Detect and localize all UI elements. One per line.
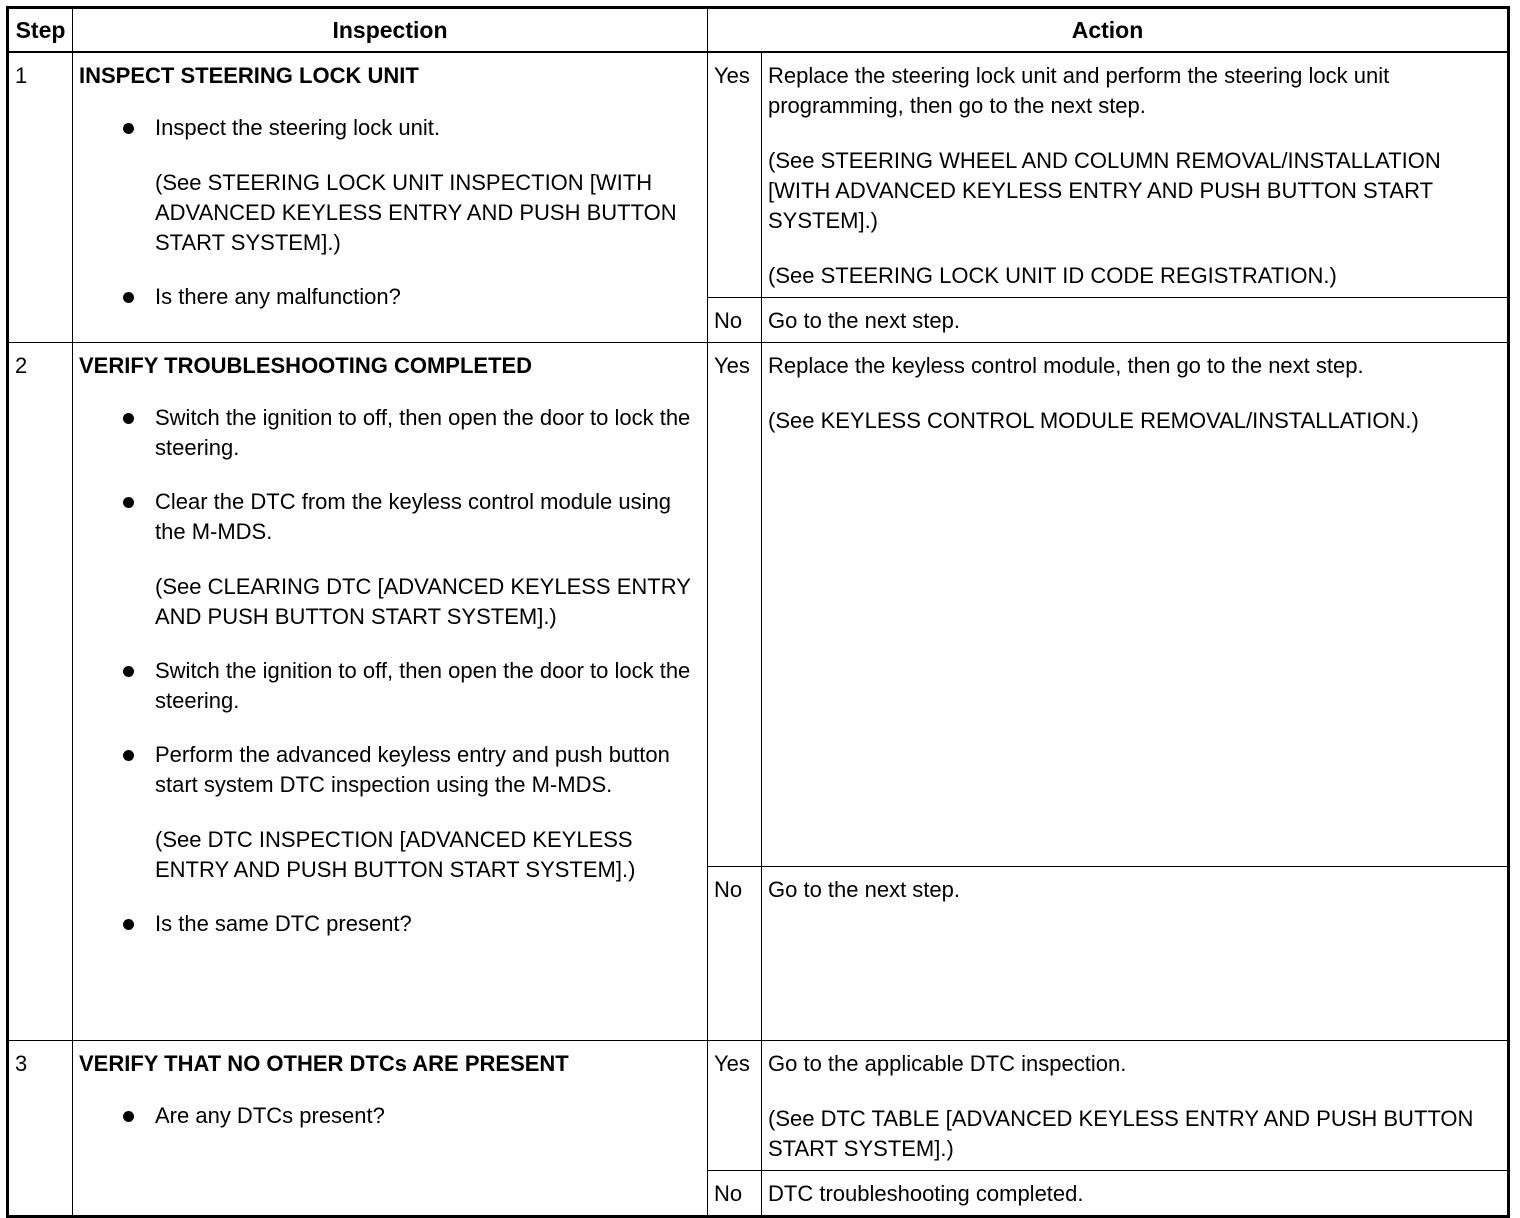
bullet-icon (123, 919, 134, 930)
bullet-text: Is the same DTC present? (155, 911, 412, 936)
bullet-text: Are any DTCs present? (155, 1103, 385, 1128)
action-text: Go to the next step. (768, 308, 961, 333)
reference-text: (See STEERING WHEEL AND COLUMN REMOVAL/INSTALLATION [WITH ADVANCED KEYLESS ENTRY AND PUSH BUTTON START SYSTEM].) (768, 148, 1441, 233)
yes-label: Yes (708, 1041, 762, 1171)
bullet-icon (123, 666, 134, 677)
bullet-icon (123, 413, 134, 424)
action-column-header: Action (708, 8, 1509, 53)
no-action-cell (762, 1171, 1509, 1217)
action-text: Go to the applicable DTC inspection. (768, 1051, 1127, 1076)
inspection-title: VERIFY THAT NO OTHER DTCs ARE PRESENT (79, 1051, 569, 1076)
inspection-title: INSPECT STEERING LOCK UNIT (79, 63, 419, 88)
bullet-item (119, 1101, 701, 1131)
no-label: No (708, 867, 762, 1041)
reference-text: (See KEYLESS CONTROL MODULE REMOVAL/INSTALLATION.) (768, 408, 1419, 433)
bullet-item (119, 487, 701, 632)
bullet-icon (123, 123, 134, 134)
inspection-column-header: Inspection (73, 8, 708, 53)
yes-action-cell (762, 1041, 1509, 1171)
step-2-yes-row (8, 343, 1509, 867)
bullet-item (119, 740, 701, 885)
no-label: No (708, 298, 762, 343)
bullet-item (119, 403, 701, 463)
step-3-yes-row (8, 1041, 1509, 1171)
bullet-text: Clear the DTC from the keyless control module using the M-MDS. (155, 489, 671, 544)
yes-action-cell (762, 52, 1509, 298)
bullet-text: Perform the advanced keyless entry and push button start system DTC inspection using the M-MDS. (155, 742, 670, 797)
bullet-text: Switch the ignition to off, then open the door to lock the steering. (155, 405, 691, 460)
reference-text: (See STEERING LOCK UNIT ID CODE REGISTRATION.) (768, 263, 1337, 288)
inspection-bullets (79, 1101, 701, 1131)
header-row (8, 8, 1509, 53)
step-column-header: Step (8, 8, 73, 53)
inspection-cell (73, 1041, 708, 1217)
action-text: Replace the keyless control module, then go to the next step. (768, 353, 1364, 378)
inspection-cell (73, 52, 708, 343)
yes-action-cell (762, 343, 1509, 867)
step-number: 1 (8, 52, 73, 343)
reference-text: (See STEERING LOCK UNIT INSPECTION [WITH ADVANCED KEYLESS ENTRY AND PUSH BUTTON START SYSTEM].) (155, 170, 677, 255)
bullet-text: Inspect the steering lock unit. (155, 115, 440, 140)
no-action-cell (762, 298, 1509, 343)
step-number: 2 (8, 343, 73, 1041)
bullet-item (119, 282, 701, 312)
bullet-item (119, 113, 701, 258)
action-text: Go to the next step. (768, 877, 961, 902)
reference-text: (See DTC INSPECTION [ADVANCED KEYLESS ENTRY AND PUSH BUTTON START SYSTEM].) (155, 827, 636, 882)
no-label: No (708, 1171, 762, 1217)
bullet-icon (123, 750, 134, 761)
bullet-item (119, 656, 701, 716)
no-action-cell (762, 867, 1509, 1041)
action-text: DTC troubleshooting completed. (768, 1181, 1084, 1206)
reference-text: (See DTC TABLE [ADVANCED KEYLESS ENTRY AND PUSH BUTTON START SYSTEM].) (768, 1106, 1474, 1161)
step-number: 3 (8, 1041, 73, 1217)
bullet-text: Switch the ignition to off, then open the door to lock the steering. (155, 658, 691, 713)
bullet-icon (123, 497, 134, 508)
bullet-item (119, 909, 701, 939)
inspection-title: VERIFY TROUBLESHOOTING COMPLETED (79, 353, 533, 378)
bullet-icon (123, 292, 134, 303)
inspection-cell (73, 343, 708, 1041)
yes-label: Yes (708, 343, 762, 867)
bullet-text: Is there any malfunction? (155, 284, 401, 309)
step-1-yes-row (8, 52, 1509, 298)
reference-text: (See CLEARING DTC [ADVANCED KEYLESS ENTRY AND PUSH BUTTON START SYSTEM].) (155, 574, 691, 629)
troubleshooting-table (6, 6, 1510, 1218)
bullet-icon (123, 1111, 134, 1122)
yes-label: Yes (708, 52, 762, 298)
inspection-bullets (79, 113, 701, 312)
action-text: Replace the steering lock unit and perform the steering lock unit programming, then go to the next step. (768, 63, 1390, 118)
inspection-bullets (79, 403, 701, 939)
